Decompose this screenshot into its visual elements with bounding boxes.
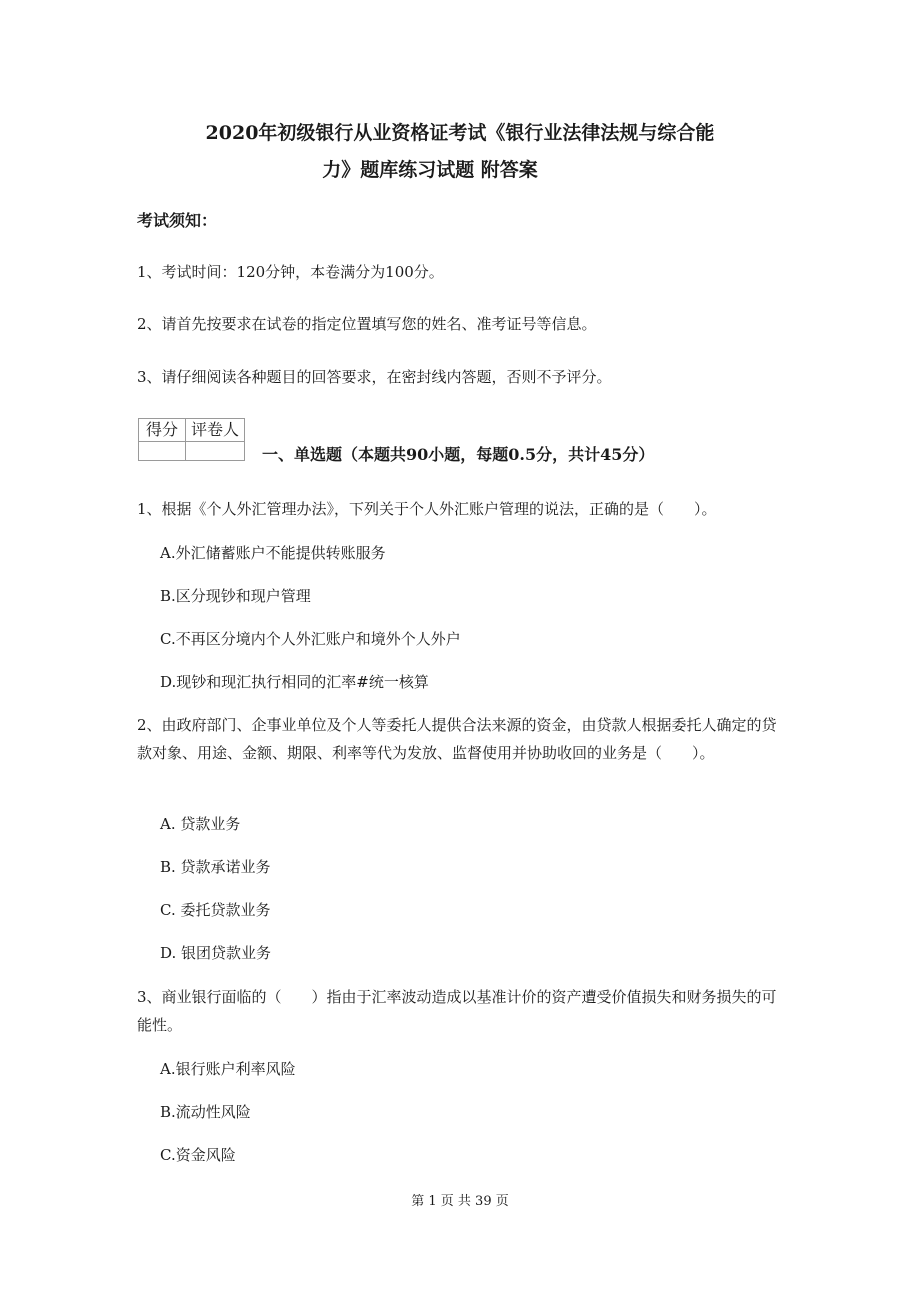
- notice-heading: 考试须知：: [137, 211, 218, 230]
- option-q1-a: A.外汇储蓄账户不能提供转账服务: [160, 544, 386, 562]
- option-q3-a: A.银行账户利率风险: [160, 1060, 296, 1078]
- notice-item: 3、请仔细阅读各种题目的回答要求，在密封线内答题，否则不予评分。: [137, 368, 612, 386]
- document-title-line-2: 力》题库练习试题 附答案: [322, 159, 538, 181]
- grader-label: 评卷人: [186, 419, 245, 442]
- notice-item: 2、请首先按要求在试卷的指定位置填写您的姓名、准考证号等信息。: [137, 315, 597, 333]
- page-footer: 第 1 页 共 39 页: [411, 1194, 509, 1209]
- question-2: 2、由政府部门、企事业单位及个人等委托人提供合法来源的资金，由贷款人根据委托人确定的贷款对象、用途、金额、期限、利率等代为发放、监督使用并协助收回的业务是（ ）。: [137, 716, 777, 762]
- score-label: 得分: [139, 419, 186, 442]
- score-cell: [139, 442, 186, 461]
- score-table: [138, 418, 245, 461]
- option-q2-b: B. 贷款承诺业务: [160, 858, 271, 876]
- question-3: 3、商业银行面临的（ ）指由于汇率波动造成以基准计价的资产遭受价值损失和财务损失的可能性。: [137, 988, 777, 1034]
- option-q2-c: C. 委托贷款业务: [160, 901, 271, 919]
- question-1: 1、根据《个人外汇管理办法》，下列关于个人外汇账户管理的说法，正确的是（ ）。: [137, 500, 717, 518]
- section-title: 一、单选题（本题共90小题，每题0.5分，共计45分）: [262, 445, 655, 464]
- option-q1-d: D.现钞和现汇执行相同的汇率#统一核算: [160, 673, 429, 691]
- grader-cell: [186, 442, 245, 461]
- document-title-line-1: 2020年初级银行从业资格证考试《银行业法律法规与综合能: [205, 122, 715, 144]
- option-q3-b: B.流动性风险: [160, 1103, 251, 1121]
- option-q3-c: C.资金风险: [160, 1146, 236, 1164]
- option-q2-d: D. 银团贷款业务: [160, 944, 272, 962]
- notice-item: 1、考试时间：120分钟，本卷满分为100分。: [137, 263, 444, 281]
- option-q1-b: B.区分现钞和现户管理: [160, 587, 311, 605]
- option-q2-a: A. 贷款业务: [160, 815, 241, 833]
- option-q1-c: C.不再区分境内个人外汇账户和境外个人外户: [160, 630, 461, 648]
